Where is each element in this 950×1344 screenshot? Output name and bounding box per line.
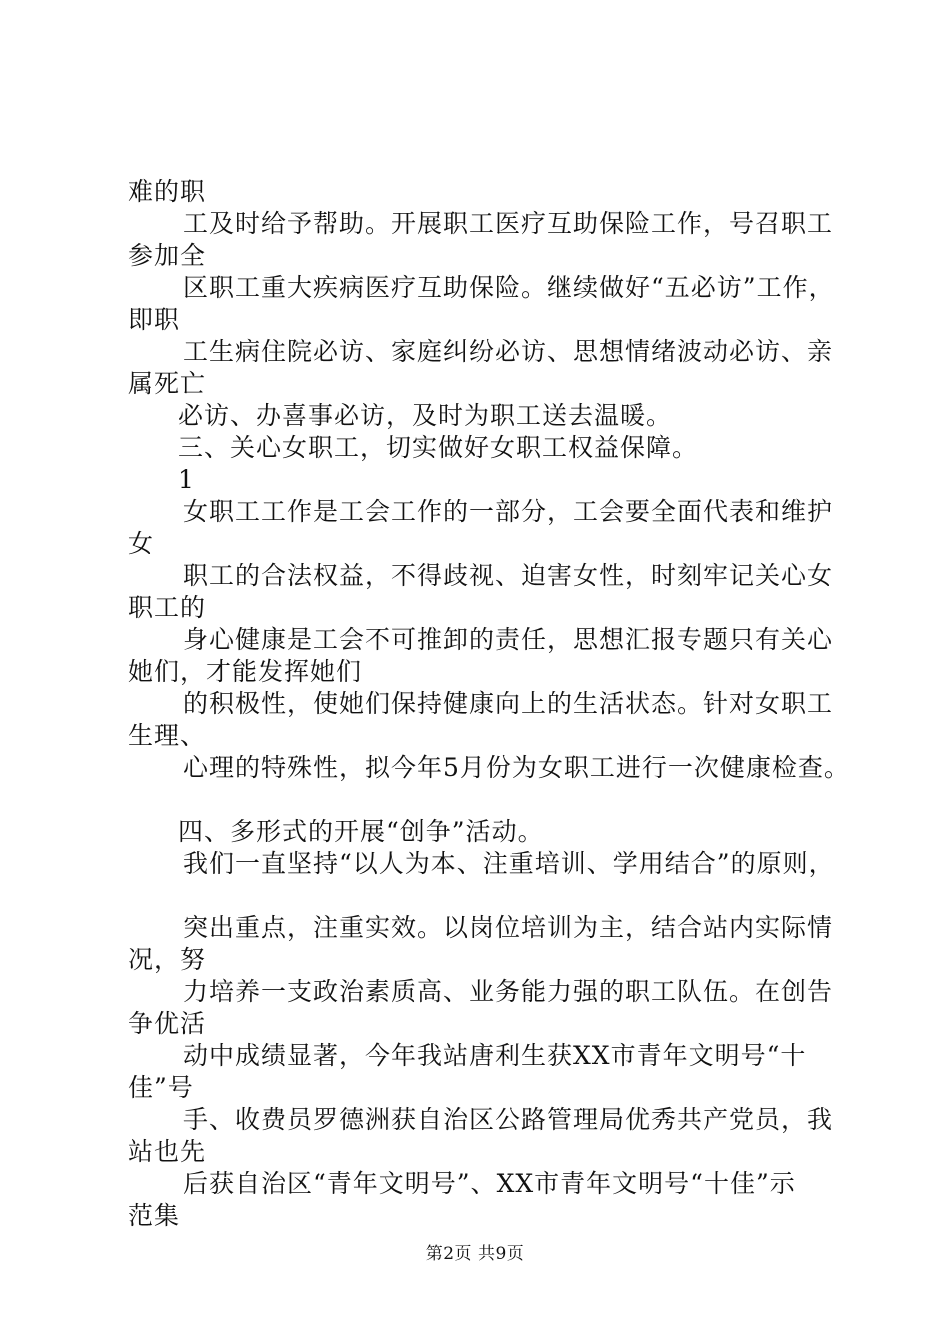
text-line: 女职工工作是工会工作的一部分，工会要全面代表和维护 — [183, 497, 834, 526]
text-line: 难的职 — [128, 177, 207, 206]
text-line: 心理的特殊性，拟今年5月份为女职工进行一次健康检查。 — [183, 753, 850, 782]
text-line: 佳”号 — [128, 1073, 194, 1102]
text-line: 即职 — [128, 305, 181, 334]
text-line: 的积极性，使她们保持健康向上的生活状态。针对女职工 — [183, 689, 834, 718]
text-line: 突出重点，注重实效。以岗位培训为主，结合站内实际情 — [183, 913, 834, 942]
text-line: 女 — [128, 529, 155, 558]
text-line: 生理、 — [128, 721, 207, 750]
text-line: 参加全 — [128, 241, 207, 270]
text-line: 属死亡 — [128, 369, 207, 398]
text-line: 范集 — [128, 1201, 181, 1230]
text-line: 工生病住院必访、家庭纠纷必访、思想情绪波动必访、亲 — [183, 337, 834, 366]
section-heading: 四、多形式的开展“创争”活动。 — [178, 817, 544, 846]
text-line: 职工的合法权益，不得歧视、迫害女性，时刻牢记关心女 — [183, 561, 834, 590]
text-line: 后获自治区“青年文明号”、XX市青年文明号“十佳”示 — [183, 1169, 796, 1198]
text-line: 力培养一支政治素质高、业务能力强的职工队伍。在创告 — [183, 977, 834, 1006]
text-line: 争优活 — [128, 1009, 207, 1038]
text-line: 况，努 — [128, 945, 207, 974]
text-line: 职工的 — [128, 593, 207, 622]
page-number-marker: 1 — [178, 465, 195, 494]
text-line: 工及时给予帮助。开展职工医疗互助保险工作，号召职工 — [183, 209, 834, 238]
text-line: 我们一直坚持“以人为本、注重培训、学用结合”的原则， — [183, 849, 835, 878]
section-heading: 三、关心女职工，切实做好女职工权益保障。 — [178, 433, 699, 462]
text-line: 必访、办喜事必访，及时为职工送去温暖。 — [178, 401, 673, 430]
text-line: 站也先 — [128, 1137, 207, 1166]
text-line: 她们，才能发挥她们 — [128, 657, 363, 686]
text-line: 动中成绩显著，今年我站唐利生获XX市青年文明号“十 — [183, 1041, 807, 1070]
text-line: 身心健康是工会不可推卸的责任，思想汇报专题只有关心 — [183, 625, 834, 654]
text-line: 手、收费员罗德洲获自治区公路管理局优秀共产党员，我 — [183, 1105, 834, 1134]
page-footer: 第2页 共9页 — [425, 1244, 525, 1264]
text-line: 区职工重大疾病医疗互助保险。继续做好“五必访”工作， — [183, 273, 835, 302]
